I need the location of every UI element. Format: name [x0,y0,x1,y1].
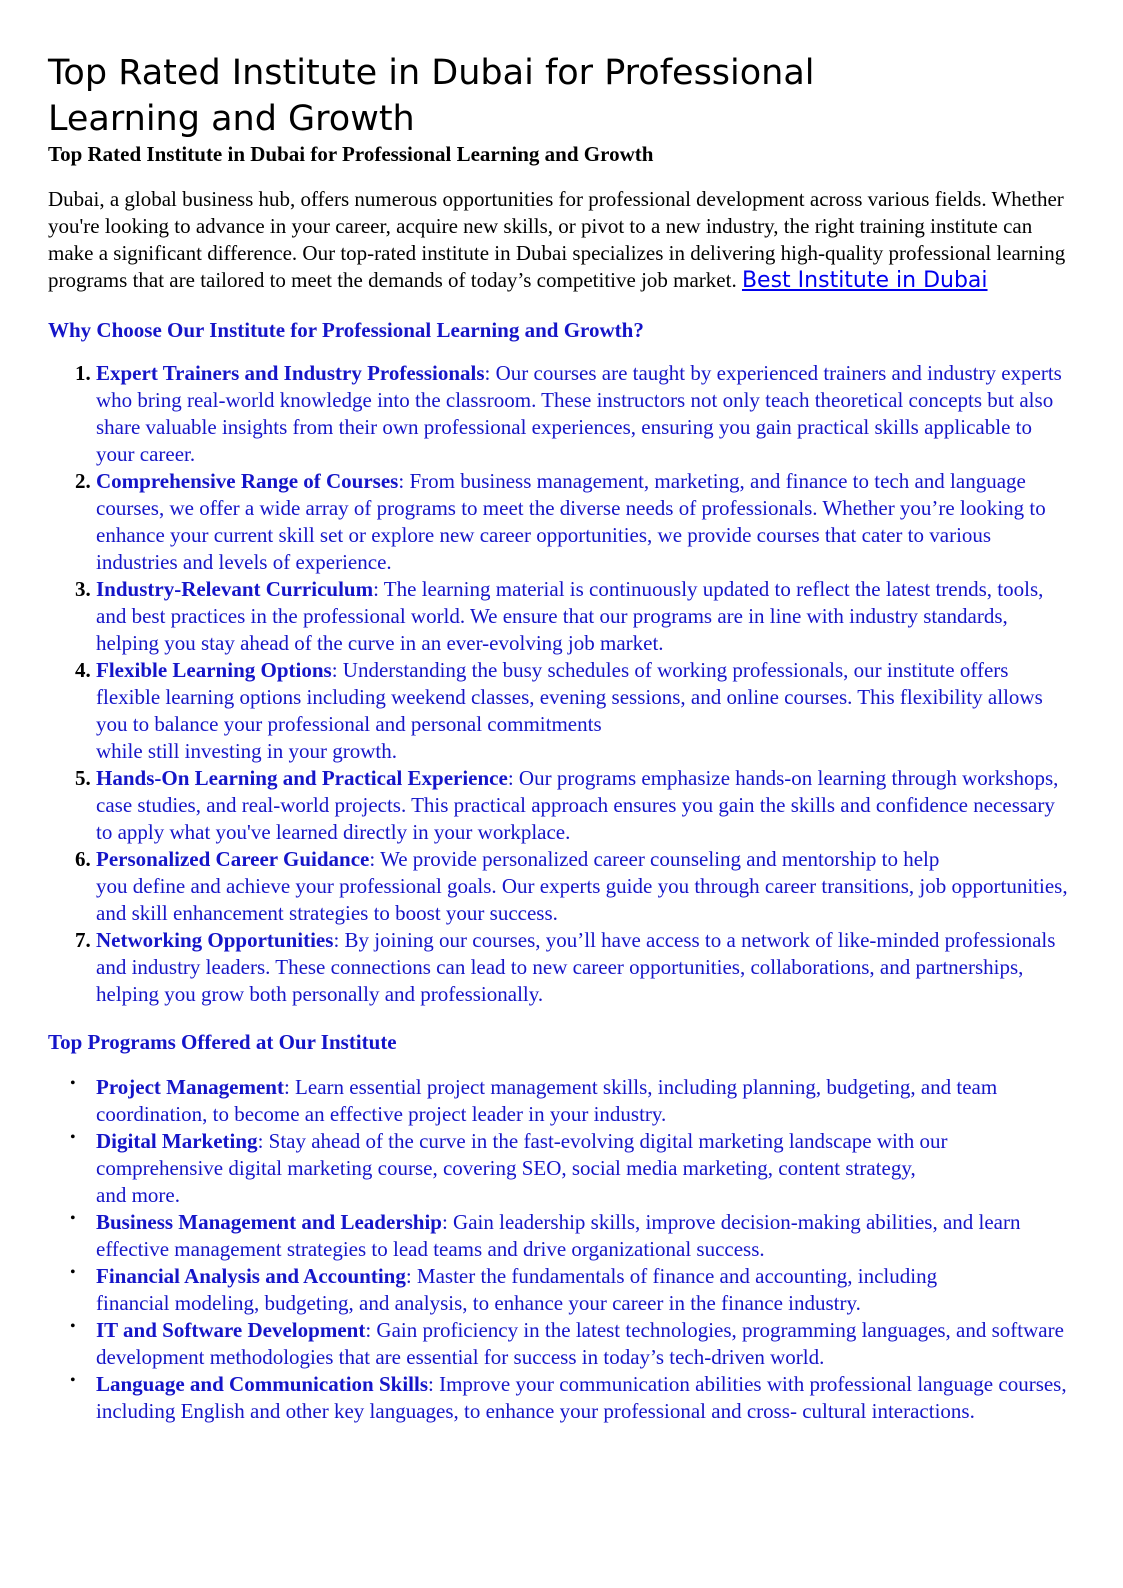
reason-body: : By joining our courses, you’ll have access to a network of like-minded professionals and industry leaders. These connections can lead to new career opportunities, collaborations, and partnerships, helping you grow both personally and professionally. [96,928,1056,1006]
reason-body-continued: while still investing in your growth. [96,739,397,763]
program-body-continued: financial modeling, budgeting, and analysis, to enhance your career in the finance industry. [96,1291,861,1315]
list-item [96,846,1075,927]
bullet-icon: • [70,1129,76,1146]
reason-body: : Our programs emphasize hands-on learning through workshops, case studies, and real-world projects. This practical approach ensures you gain the skills and confidence necessary to apply what you've learned directly in your workplace. [96,766,1059,844]
program-body-continued: and more. [96,1183,180,1207]
list-item [96,468,1075,576]
list-item [96,360,1075,468]
reason-body: : We provide personalized career counseling and mentorship to help [369,847,940,871]
reason-title: Industry-Relevant Curriculum [96,577,374,601]
page-title: Top Rated Institute in Dubai for Professional Learning and Growth [48,53,815,139]
program-title: IT and Software Development [96,1318,366,1342]
reason-body: : From business management, marketing, and finance to tech and language courses, we offer a wide array of programs to meet the diverse needs of professionals. Whether you’re looking to enhance your current skill set or explore new career opportunities, we provide courses that cater to various industries and levels of experience. [96,469,1046,574]
reason-body: : Our courses are taught by experienced trainers and industry experts who bring real-world knowledge into the classroom. These instructors not only teach theoretical concepts but also share valuable insights from their own professional experiences, ensuring you gain practical skills applicable to your career. [96,361,1062,466]
list-item [48,1209,1075,1263]
intro-text: Dubai, a global business hub, offers numerous opportunities for professional development across various fields. Whether you're looking to advance in your career, acquire new skills, or pivot to a new industry, the right training institute can make a significant difference. Our top-rated institute in Dubai specializes in delivering high-quality professional learning programs that are tailored to meet the demands of today’s competitive job market. [48,187,1066,292]
program-body: : Master the fundamentals of finance and accounting, including [405,1264,938,1288]
reasons-list [48,360,1075,1008]
reason-title: Comprehensive Range of Courses [96,469,399,493]
reason-body: : Understanding the busy schedules of working professionals, our institute offers flexible learning options including weekend classes, evening sessions, and online courses. This flexibility allows you to balance your professional and personal commitments [96,658,1043,736]
program-body: : Learn essential project management skills, including planning, budgeting, and team coordination, to become an effective project leader in your industry. [96,1075,998,1126]
bullet-icon: • [70,1318,76,1335]
reason-body-continued: you define and achieve your professional goals. Our experts guide you through career transitions, job opportunities, and skill enhancement strategies to boost your success. [96,874,1068,925]
bullet-icon: • [70,1264,76,1281]
program-body: : Stay ahead of the curve in the fast-evolving digital marketing landscape with our comprehensive digital marketing course, covering SEO, social media marketing, content strategy, [96,1129,948,1180]
list-item [48,1263,1075,1317]
programs-list [48,1074,1075,1425]
bullet-icon: • [70,1075,76,1092]
list-item [48,1317,1075,1371]
best-institute-link[interactable]: Best Institute in Dubai [741,268,988,293]
program-title: Digital Marketing [96,1129,258,1153]
reason-title: Networking Opportunities [96,928,334,952]
document-page [48,50,1075,1425]
list-item [48,1128,1075,1209]
list-item [96,927,1075,1008]
page-subtitle: Top Rated Institute in Dubai for Professional Learning and Growth [48,142,654,166]
list-item [48,1371,1075,1425]
bullet-icon: • [70,1210,76,1227]
program-body: : Improve your communication abilities with professional language courses, including English and other key languages, to enhance your professional and cross- cultural interactions. [96,1372,1067,1423]
program-title: Business Management and Leadership [96,1210,442,1234]
why-choose-heading: Why Choose Our Institute for Professional Learning and Growth? [48,318,644,342]
list-item [96,576,1075,657]
bullet-icon: • [70,1372,76,1389]
program-title: Project Management [96,1075,284,1099]
intro-paragraph [48,186,1075,294]
list-item [96,765,1075,846]
top-programs-heading: Top Programs Offered at Our Institute [48,1030,397,1054]
list-item [96,657,1075,765]
reason-title: Flexible Learning Options [96,658,332,682]
reason-title: Hands-On Learning and Practical Experience [96,766,508,790]
list-item [48,1074,1075,1128]
reason-title: Personalized Career Guidance [96,847,370,871]
reason-title: Expert Trainers and Industry Professionals [96,361,485,385]
program-title: Language and Communication Skills [96,1372,429,1396]
program-body: : Gain leadership skills, improve decision-making abilities, and learn effective management strategies to lead teams and drive organizational success. [96,1210,1021,1261]
program-title: Financial Analysis and Accounting [96,1264,406,1288]
program-body: : Gain proficiency in the latest technologies, programming languages, and software development methodologies that are essential for success in today’s tech-driven world. [96,1318,1064,1369]
reason-body: : The learning material is continuously updated to reflect the latest trends, tools, and best practices in the professional world. We ensure that our programs are in line with industry standards, helping you stay ahead of the curve in an ever-evolving job market. [96,577,1044,655]
